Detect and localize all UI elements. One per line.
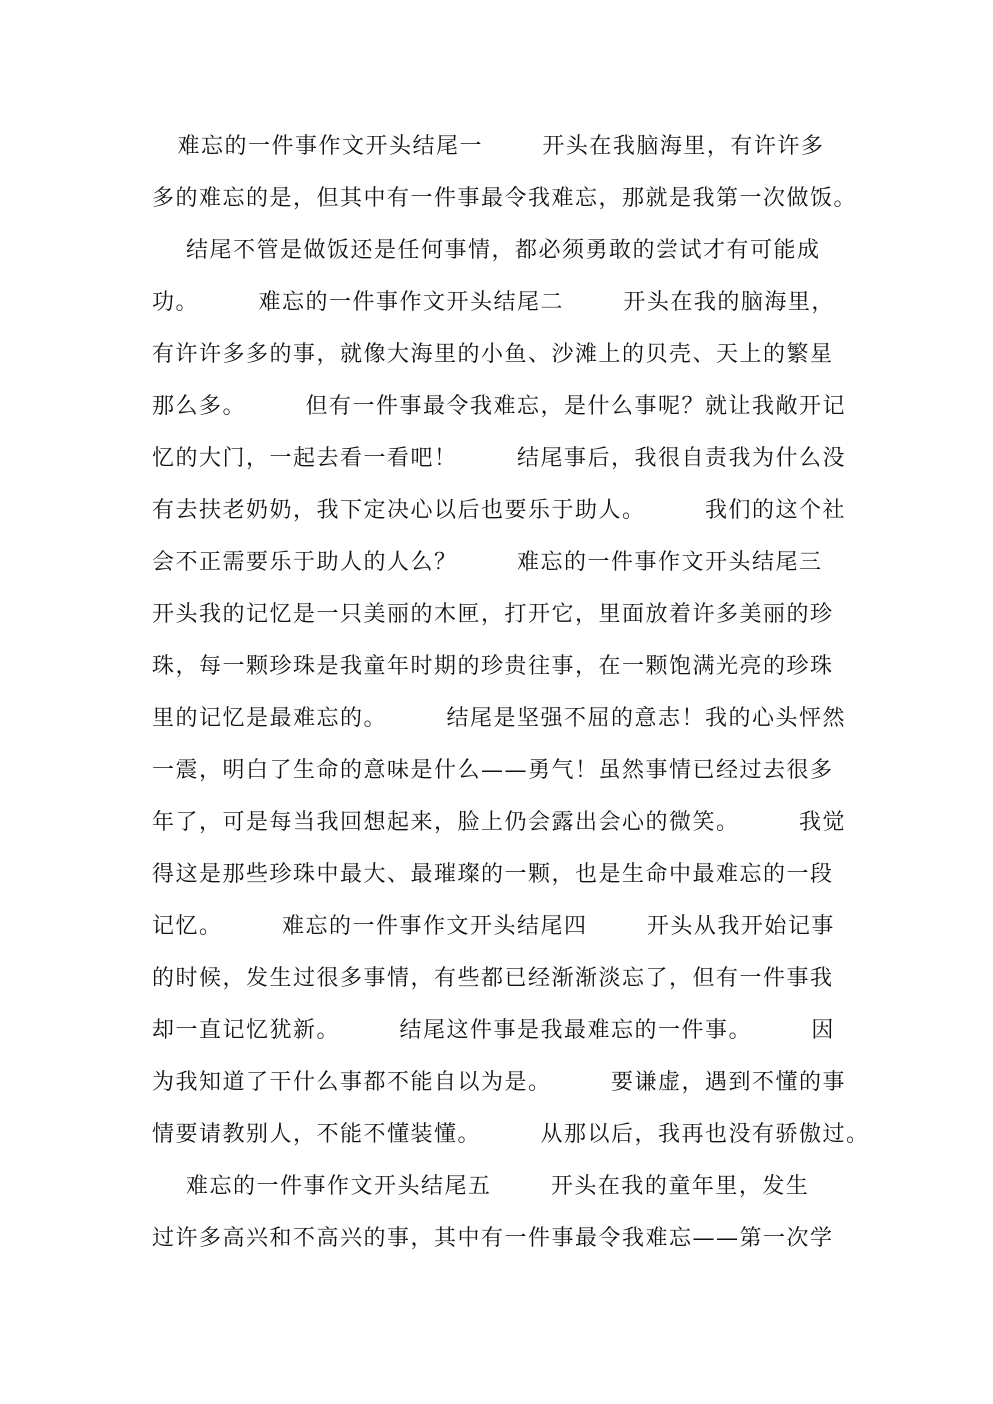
text-line: 珠，每一颗珍珠是我童年时期的珍贵往事，在一颗饱满光亮的珍珠 bbox=[152, 654, 834, 679]
text-line: 为我知道了干什么事都不能自以为是。 要谦虚，遇到不懂的事 bbox=[152, 1070, 846, 1095]
text-line: 有许许多多的事，就像大海里的小鱼、沙滩上的贝壳、天上的繁星 bbox=[152, 342, 834, 367]
text-line: 的时候，发生过很多事情，有些都已经渐渐淡忘了，但有一件事我 bbox=[152, 966, 834, 991]
text-line: 年了，可是每当我回想起来，脸上仍会露出会心的微笑。 我觉 bbox=[152, 810, 846, 835]
text-line: 多的难忘的是，但其中有一件事最令我难忘，那就是我第一次做饭。 bbox=[152, 186, 858, 211]
text-line: 那么多。 但有一件事最令我难忘，是什么事呢？就让我敞开记 bbox=[152, 394, 846, 419]
text-line: 有去扶老奶奶，我下定决心以后也要乐于助人。 我们的这个社 bbox=[152, 498, 846, 523]
text-line: 一震，明白了生命的意味是什么——勇气！虽然事情已经过去很多 bbox=[152, 758, 834, 783]
text-line: 忆的大门，一起去看一看吧！ 结尾事后，我很自责我为什么没 bbox=[152, 446, 846, 471]
text-line: 记忆。 难忘的一件事作文开头结尾四 开头从我开始记事 bbox=[152, 914, 835, 939]
text-line: 会不正需要乐于助人的人么？ 难忘的一件事作文开头结尾三 bbox=[152, 550, 823, 575]
text-line: 开头我的记忆是一只美丽的木匣，打开它，里面放着许多美丽的珍 bbox=[152, 602, 834, 627]
text-line: 难忘的一件事作文开头结尾一 开头在我脑海里，有许许多 bbox=[152, 134, 825, 159]
text-line: 功。 难忘的一件事作文开头结尾二 开头在我的脑海里， bbox=[152, 290, 835, 315]
text-line: 难忘的一件事作文开头结尾五 开头在我的童年里，发生 bbox=[152, 1174, 810, 1199]
text-line: 过许多高兴和不高兴的事，其中有一件事最令我难忘——第一次学 bbox=[152, 1226, 834, 1251]
text-line: 情要请教别人，不能不懂装懂。 从那以后，我再也没有骄傲过。 bbox=[152, 1122, 870, 1147]
text-line: 却一直记忆犹新。 结尾这件事是我最难忘的一件事。 因 bbox=[152, 1018, 835, 1043]
text-line: 结尾不管是做饭还是任何事情，都必须勇敢的尝试才有可能成 bbox=[152, 238, 821, 263]
text-line: 里的记忆是最难忘的。 结尾是坚强不屈的意志！我的心头怦然 bbox=[152, 706, 846, 731]
text-line: 得这是那些珍珠中最大、最璀璨的一颗，也是生命中最难忘的一段 bbox=[152, 862, 834, 887]
